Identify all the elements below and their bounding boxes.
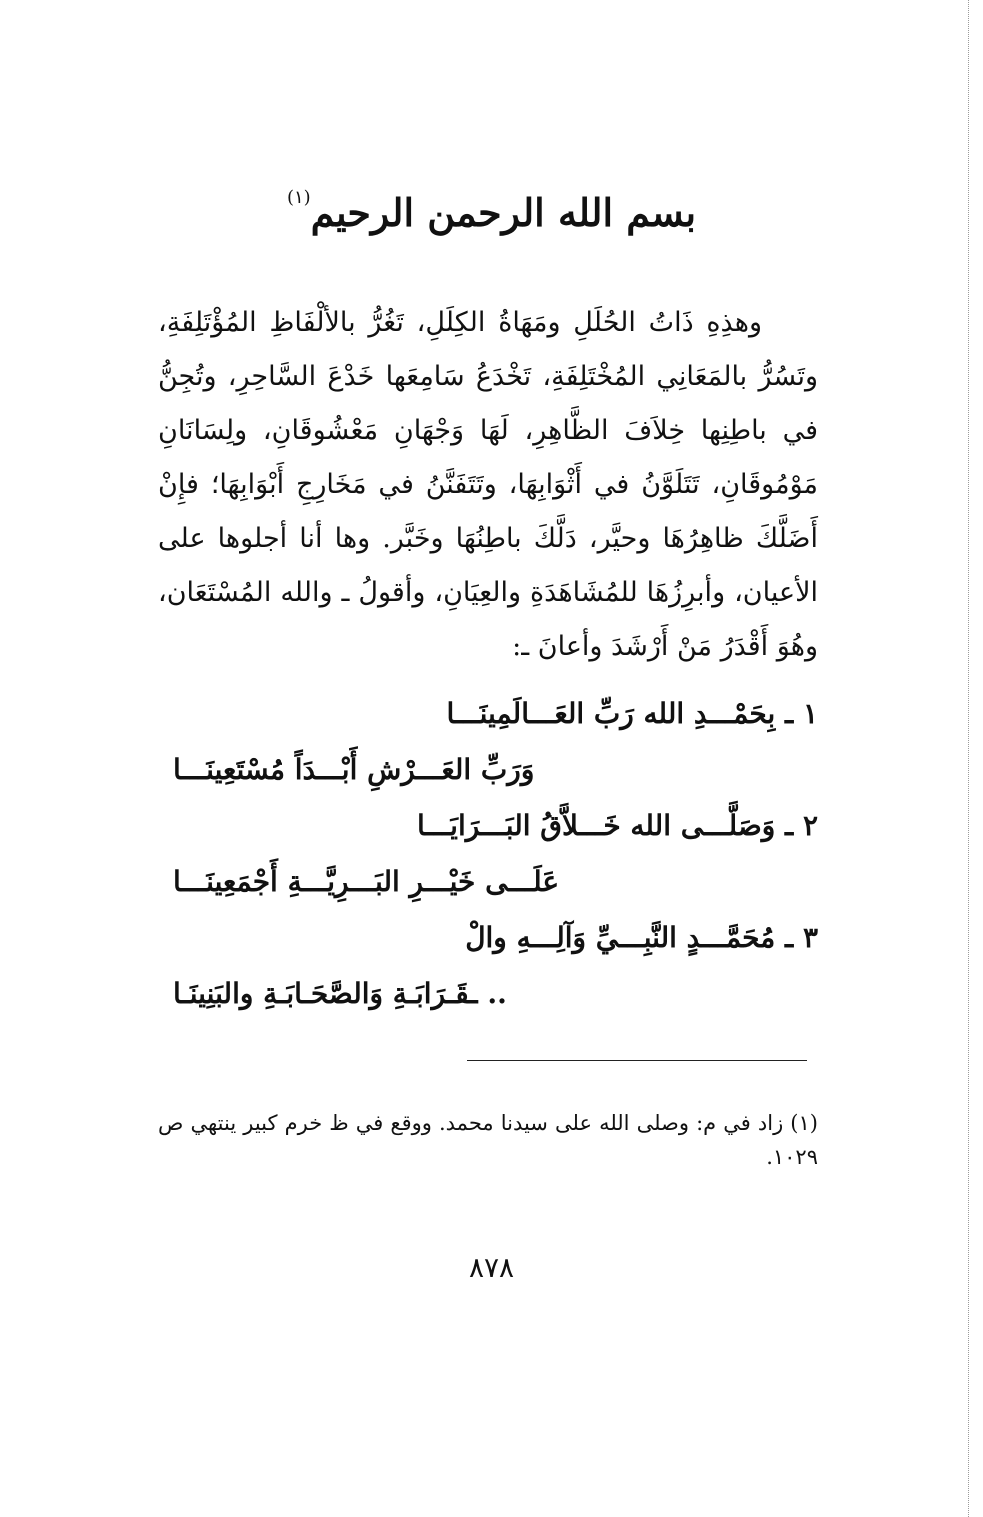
footnote-divider (467, 1060, 807, 1061)
page-number: ٨٧٨ (468, 1251, 515, 1284)
verse-3-first-hemistich: ٣ ـ مُحَمَّـــدٍ النَّبِـــيِّ وَآلِـــهِ والْ (465, 921, 818, 954)
verse-1-first-hemistich: ١ ـ بِحَمْـــدِ الله رَبِّ العَـــالَمِينَـــا (446, 697, 818, 730)
verse-2-first-hemistich: ٢ ـ وَصَلَّـــى الله خَـــلاَّقُ البَـــرَايَـــا (417, 809, 818, 842)
verse-1-second-hemistich: وَرَبِّ العَـــرْشِ أَبْـــدَاً مُسْتَعِينَـــا (173, 753, 535, 786)
basmala-text: بسم الله الرحمن الرحيم (310, 190, 697, 236)
body-paragraph: وهذِهِ ذَاتُ الحُلَلِ ومَهَاةُ الكِلَلِ، تَغُرُّ بالألْفَاظِ المُؤْتَلِفَةِ، وتَسُرُّ بالمَعَانِي المُخْتَلِفَةِ، تَخْدَعُ سَامِعَها خَدْعَ السَّاحِرِ، وتُجِنُّ في باطِنِها خِلاَفَ الظَّاهِرِ، لَهَا وَجْهَانِ مَعْشُوقَانِ، ولِسَانَانِ مَوْمُوقَانِ، تَتَلَوَّنُ في أَثْوَابِهَا، وتَتَفَنَّنُ في مَخَارِجِ أَبْوَابِهَا؛ فإِنْ أَضَلَّكَ ظاهِرُهَا وحيَّر، دَلَّكَ باطِنُهَا وخَبَّر. وها أنا أجلوها على الأعيان، وأبرِزُهَا للمُشَاهَدَةِ والعِيَانِ، وأقولُ ـ والله المُسْتَعَان، وهُوَ أَقْدَرُ مَنْ أَرْشَدَ وأعانَ ـ: (158, 307, 818, 662)
verse-3-second-hemistich: .. ـقَـرَابَـةِ وَالصَّحَـابَـةِ والبَنِينَـا (173, 977, 507, 1010)
footnote-reference: (١) (286, 187, 311, 209)
verse-2-second-hemistich: عَلَـــى خَيْـــرِ البَـــرِيَّـــةِ أَجْمَعِينَـــا (173, 865, 560, 898)
footnote-text: (١) زاد في م: وصلى الله على سيدنا محمد. ووقع في ظ خرم كبير ينتهي ص ١٠٢٩. (158, 1111, 818, 1169)
page-title (0, 183, 983, 243)
